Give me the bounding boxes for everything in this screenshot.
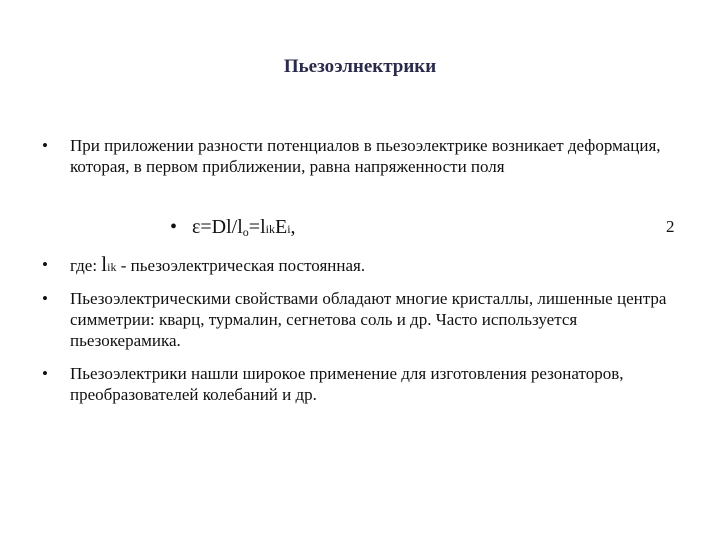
bullet-marker: • — [42, 364, 48, 383]
definition-suffix: - пьезоэлектрическая постоянная. — [116, 256, 366, 275]
bullet-marker: • — [42, 136, 48, 155]
bullet-marker: • — [170, 216, 178, 238]
bullet-text: При приложении разности потенциалов в пьезоэлектрике возникает деформация, которая, в первом приближении, равна напряженности поля — [70, 136, 661, 176]
formula-part: , — [290, 216, 296, 238]
formula-part: ε=Dl/l — [192, 216, 243, 238]
formula-subscript: o — [242, 225, 249, 239]
bullet-marker: • — [42, 255, 48, 274]
definition-prefix: где: — [70, 256, 102, 275]
formula-subscript: i — [287, 222, 291, 236]
definition-symbol: l — [101, 252, 108, 276]
formula-subscript: ik — [265, 222, 275, 236]
slide-title: Пьезоэлнектрики — [283, 56, 437, 77]
bullet-text: Пьезоэлектрики нашли широкое применение для изготовления резонаторов, преобразователей колебаний и др. — [70, 364, 624, 404]
definition-symbol-subscript: ik — [107, 260, 117, 274]
formula-part: E — [274, 216, 288, 238]
bullet-text: Пьезоэлектрическими свойствами обладают многие кристаллы, лишенные центра симметрии: кварц, турмалин, сегнетова соль и др. Часто используется пьезокерамика. — [70, 289, 667, 350]
bullet-marker: • — [42, 289, 48, 308]
definition-text — [70, 254, 365, 278]
page-number: 2 — [666, 217, 675, 236]
formula-part: =l — [248, 216, 266, 238]
formula-text — [192, 215, 296, 244]
